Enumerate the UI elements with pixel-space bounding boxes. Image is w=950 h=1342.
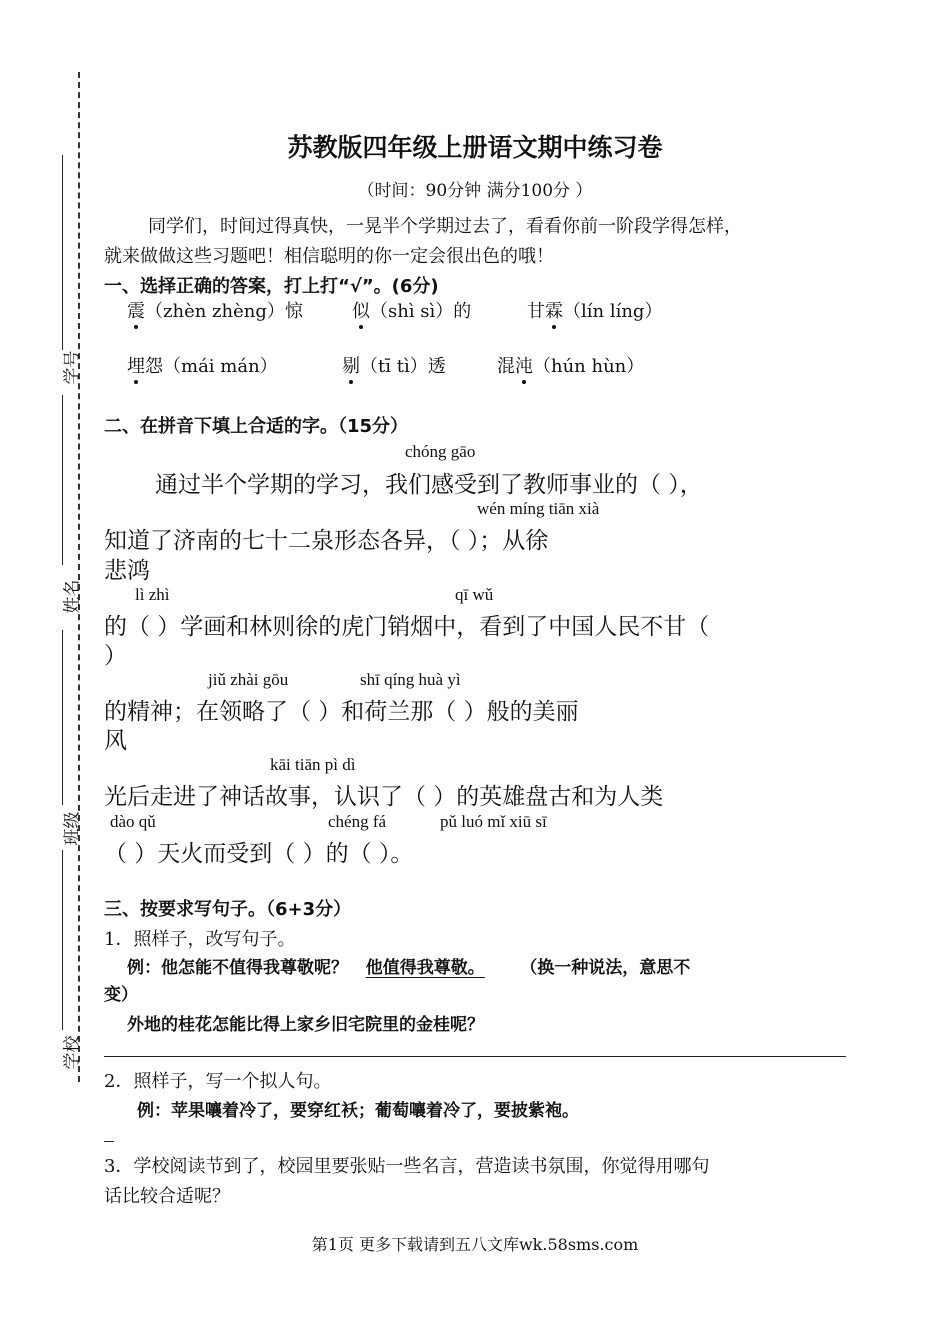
- s3-prompt-1: 外地的桂花怎能比得上家乡旧宅院里的金桂呢？: [127, 1015, 484, 1035]
- s2-line-6: 的精神；在领略了（ ）和荷兰那（ ）般的美丽: [104, 699, 579, 725]
- page-title: 苏教版四年级上册语文期中练习卷: [287, 133, 663, 162]
- section3-heading: 三、按要求写句子。（6+3分）: [104, 899, 352, 920]
- pinyin-shi-qing-hua-yi: shī qíng huà yì: [360, 670, 461, 689]
- pinyin-dao-qu: dào qǔ: [110, 812, 156, 831]
- student-id-label: 学号: [62, 350, 83, 385]
- s3-answer-line-1[interactable]: [104, 1056, 846, 1057]
- s2-line-4: 的（ ）学画和林则徐的虎门销烟中，看到了中国人民不甘（: [104, 614, 710, 640]
- pinyin-chong-gao: chóng gāo: [405, 442, 476, 461]
- s1-item-4: 埋怨（mái mán）: [127, 352, 278, 378]
- s3-answer-line-2[interactable]: [104, 1141, 114, 1142]
- s1-item-5: 剔（tī tì）透: [342, 352, 446, 378]
- s2-line-2: 知道了济南的七十二泉形态各异，（ ）；从徐: [104, 528, 549, 554]
- s2-line-1: 通过半个学期的学习，我们感受到了教师事业的（ ），: [155, 472, 703, 498]
- pinyin-li-zhi: lì zhì: [135, 585, 170, 604]
- intro-line-1: 同学们，时间过得真快，一晃半个学期过去了，看看你前一阶段学得怎样，: [148, 216, 742, 237]
- page-footer: 第1页 更多下载请到五八文库wk.58sms.com: [311, 1235, 639, 1254]
- s3-question-3-line-2: 话比较合适呢？: [104, 1186, 230, 1207]
- pinyin-wen-ming: wén míng tiān xià: [477, 499, 600, 518]
- class-label: 班级: [62, 811, 83, 846]
- s1-item-1: 震（zhèn zhèng）惊: [127, 297, 303, 323]
- exam-subtitle: （时间：90分钟 满分100分 ）: [357, 181, 593, 201]
- s2-line-8: 光后走进了神话故事，认识了（ ）的英雄盘古和为人类: [104, 784, 664, 810]
- section2-heading: 二、在拼音下填上合适的字。（15分）: [104, 416, 409, 437]
- class-line: [62, 630, 63, 805]
- s3-example-2: 例：苹果嚷着冷了，要穿红袄；葡萄嚷着冷了，要披紫袍。: [137, 1101, 579, 1121]
- s2-line-5: ）: [104, 643, 127, 669]
- s3-example-1-answer: 他值得我尊敬。: [365, 958, 485, 978]
- s2-line-7: 风: [104, 728, 127, 754]
- section1-heading: 一、选择正确的答案，打上打“√”。(6分): [104, 276, 439, 297]
- s3-question-1: 1．照样子，改写句子。: [104, 929, 296, 950]
- pinyin-kai-tian-pi-di: kāi tiān pì dì: [270, 755, 356, 774]
- school-line: [62, 850, 63, 1030]
- s3-question-2: 2．照样子，写一个拟人句。: [104, 1071, 332, 1092]
- pinyin-pu-luo-mi-xiu-si: pǔ luó mǐ xiū sī: [440, 812, 547, 831]
- name-label: 姓名: [62, 579, 83, 614]
- s2-line-3: 悲鸿: [104, 558, 150, 584]
- s2-line-9: （ ）天火而受到（ ）的（ ）。: [104, 841, 414, 867]
- pinyin-qi-wu: qī wǔ: [455, 585, 494, 604]
- s1-item-2: 似（shì sì）的: [352, 297, 471, 323]
- pinyin-cheng-fa: chéng fá: [328, 812, 387, 831]
- s1-item-6: 混沌（hún hùn）: [497, 352, 644, 378]
- s1-item-3: 甘霖（lín líng）: [527, 297, 662, 323]
- s3-example-1: 例：他怎能不值得我尊敬呢？ 他值得我尊敬。 （换一种说法，意思不: [127, 958, 691, 978]
- s3-question-3-line-1: 3．学校阅读节到了，校园里要张贴一些名言，营造读书氛围，你觉得用哪句: [104, 1156, 710, 1177]
- s3-example-1-note-end: 变）: [104, 985, 138, 1005]
- intro-line-2: 就来做做这些习题吧！相信聪明的你一定会很出色的哦！: [104, 246, 554, 267]
- pinyin-jiu-zhai-gou: jiǔ zhài gōu: [208, 670, 289, 689]
- name-line: [62, 395, 63, 565]
- school-label: 学校: [62, 1035, 83, 1070]
